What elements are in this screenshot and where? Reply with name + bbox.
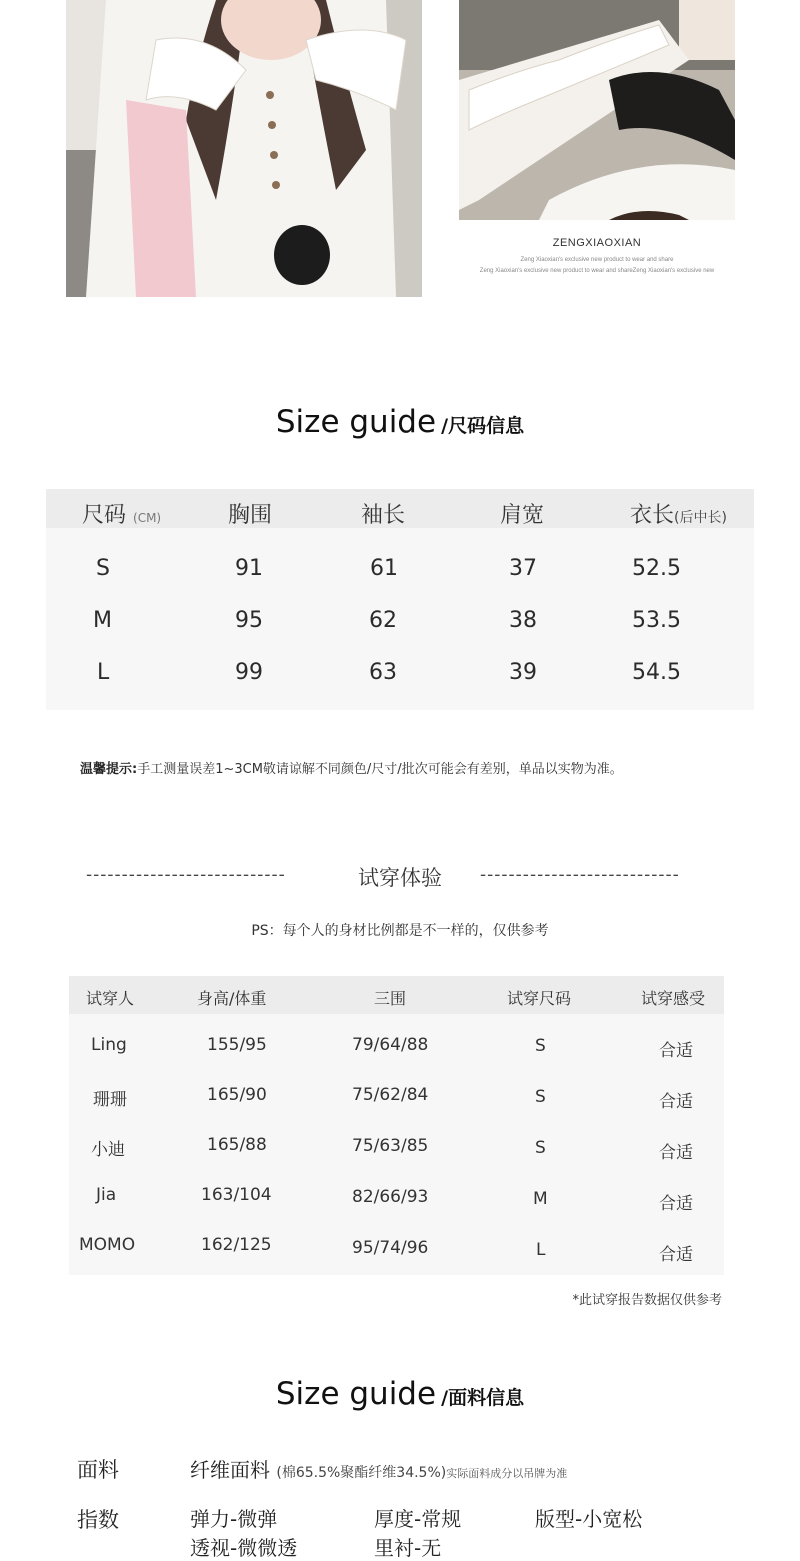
trial-title: 试穿体验	[358, 866, 442, 890]
size-header-chest: 胸围	[228, 503, 273, 528]
trial-row-5-hw: 162/125	[201, 1235, 272, 1255]
trial-row-2-feel: 合适	[659, 1092, 693, 1112]
fabric-heading	[0, 1376, 800, 1412]
fabric-composition: (棉65.5%聚酯纤维34.5%)	[276, 1465, 447, 1481]
fabric-index-label: 指数	[77, 1508, 119, 1532]
fabric-thickness: 厚度-常规	[374, 1507, 462, 1531]
fabric-material-label: 面料	[77, 1458, 119, 1482]
divider-right: ----------------------------	[480, 865, 680, 885]
tip-text: 手工测量误差1~3CM敬请谅解不同颜色/尺寸/批次可能会有差别，单品以实物为准。	[137, 762, 623, 777]
trial-row-2-hw: 165/90	[207, 1085, 267, 1105]
trial-header-measurements: 三围	[374, 989, 407, 1008]
size-guide-subtitle: /尺码信息	[441, 415, 525, 437]
brand-tagline: Zeng Xiaoxian's exclusive new product to wear and share	[520, 257, 674, 263]
trial-row-5-feel: 合适	[659, 1245, 693, 1265]
size-header-shoulder: 肩宽	[500, 503, 545, 528]
size-row-m-length: 53.5	[632, 608, 681, 633]
trial-disclaimer: PS：每个人的身材比例都是不一样的，仅供参考	[251, 923, 549, 939]
trial-row-4-measure: 82/66/93	[352, 1187, 429, 1207]
model-photo-graphic	[66, 0, 422, 297]
size-header-length-label: 衣长	[630, 503, 675, 528]
trial-row-2-name: 珊珊	[93, 1090, 127, 1110]
trial-table	[69, 976, 724, 1275]
size-row-s-size: S	[96, 556, 110, 581]
size-row-l-shoulder: 39	[509, 660, 537, 685]
product-photo-model	[66, 0, 422, 297]
trial-row-3-measure: 75/63/85	[352, 1136, 429, 1156]
fabric-elasticity: 弹力-微弹	[190, 1507, 278, 1531]
trial-row-5-name: MOMO	[79, 1235, 136, 1255]
size-row-m-size: M	[93, 608, 112, 633]
trial-row-5-measure: 95/74/96	[352, 1238, 429, 1258]
trial-row-4-size: M	[533, 1189, 548, 1209]
trial-row-3-size: S	[535, 1138, 546, 1158]
trial-row-1-measure: 79/64/88	[352, 1035, 429, 1055]
size-row-s-length: 52.5	[632, 556, 681, 581]
size-guide-title: Size guide	[275, 404, 437, 440]
product-photo-detail	[459, 0, 735, 220]
size-row-m-sleeve: 62	[369, 608, 397, 633]
size-row-l-length: 54.5	[632, 660, 681, 685]
fabric-composition-note: 实际面料成分以吊牌为准	[446, 1467, 568, 1480]
size-header-size-label: 尺码	[82, 503, 127, 528]
trial-row-1-name: Ling	[91, 1035, 127, 1055]
trial-row-5-size: L	[536, 1240, 546, 1260]
size-header-size-unit: (CM)	[133, 511, 162, 525]
size-row-m-chest: 95	[235, 608, 263, 633]
trial-row-3-hw: 165/88	[207, 1135, 267, 1155]
trial-header-tester: 试穿人	[86, 989, 135, 1008]
fabric-fit: 版型-小宽松	[535, 1507, 643, 1531]
brand-name: ZENGXIAOXIAN	[552, 237, 642, 249]
trial-row-1-size: S	[535, 1036, 546, 1056]
fabric-material-value: 纤维面料	[190, 1458, 270, 1482]
trial-row-2-measure: 75/62/84	[352, 1085, 429, 1105]
size-header-length-note: (后中长)	[674, 510, 727, 526]
size-row-l-sleeve: 63	[369, 660, 397, 685]
fabric-transparency: 透视-微微透	[190, 1536, 298, 1560]
trial-row-4-hw: 163/104	[201, 1185, 272, 1205]
fabric-lining: 里衬-无	[374, 1536, 442, 1560]
detail-photo-graphic	[459, 0, 735, 220]
size-header-sleeve: 袖长	[361, 503, 406, 528]
trial-row-3-feel: 合适	[659, 1143, 693, 1163]
divider-left: ----------------------------	[86, 865, 286, 885]
tip-label: 温馨提示:	[80, 762, 138, 777]
trial-note: *此试穿报告数据仅供参考	[572, 1293, 722, 1308]
size-row-l-chest: 99	[235, 660, 263, 685]
measurement-tip	[80, 758, 623, 777]
trial-row-1-feel: 合适	[659, 1041, 693, 1061]
trial-row-4-feel: 合适	[659, 1194, 693, 1214]
fabric-title: Size guide	[275, 1376, 437, 1412]
brand-tagline-2: Zeng Xiaoxian's exclusive new product to wear and shareZeng Xiaoxian's exclusive new	[479, 268, 715, 274]
fabric-material-row	[190, 1454, 567, 1483]
trial-row-2-size: S	[535, 1087, 546, 1107]
trial-row-3-name: 小迪	[91, 1140, 125, 1160]
trial-header-size: 试穿尺码	[507, 989, 572, 1008]
trial-header-feel: 试穿感受	[641, 989, 706, 1008]
size-row-m-shoulder: 38	[509, 608, 537, 633]
trial-header-height-weight: 身高/体重	[197, 989, 267, 1008]
size-row-s-sleeve: 61	[370, 556, 398, 581]
trial-row-1-hw: 155/95	[207, 1035, 267, 1055]
size-row-l-size: L	[97, 660, 110, 685]
size-row-s-shoulder: 37	[509, 556, 537, 581]
trial-row-4-name: Jia	[96, 1185, 117, 1205]
fabric-subtitle: /面料信息	[441, 1387, 525, 1409]
size-table	[46, 489, 754, 710]
size-header-length	[630, 498, 727, 529]
size-guide-heading	[0, 404, 800, 440]
size-row-s-chest: 91	[235, 556, 263, 581]
size-header-size	[82, 498, 161, 529]
